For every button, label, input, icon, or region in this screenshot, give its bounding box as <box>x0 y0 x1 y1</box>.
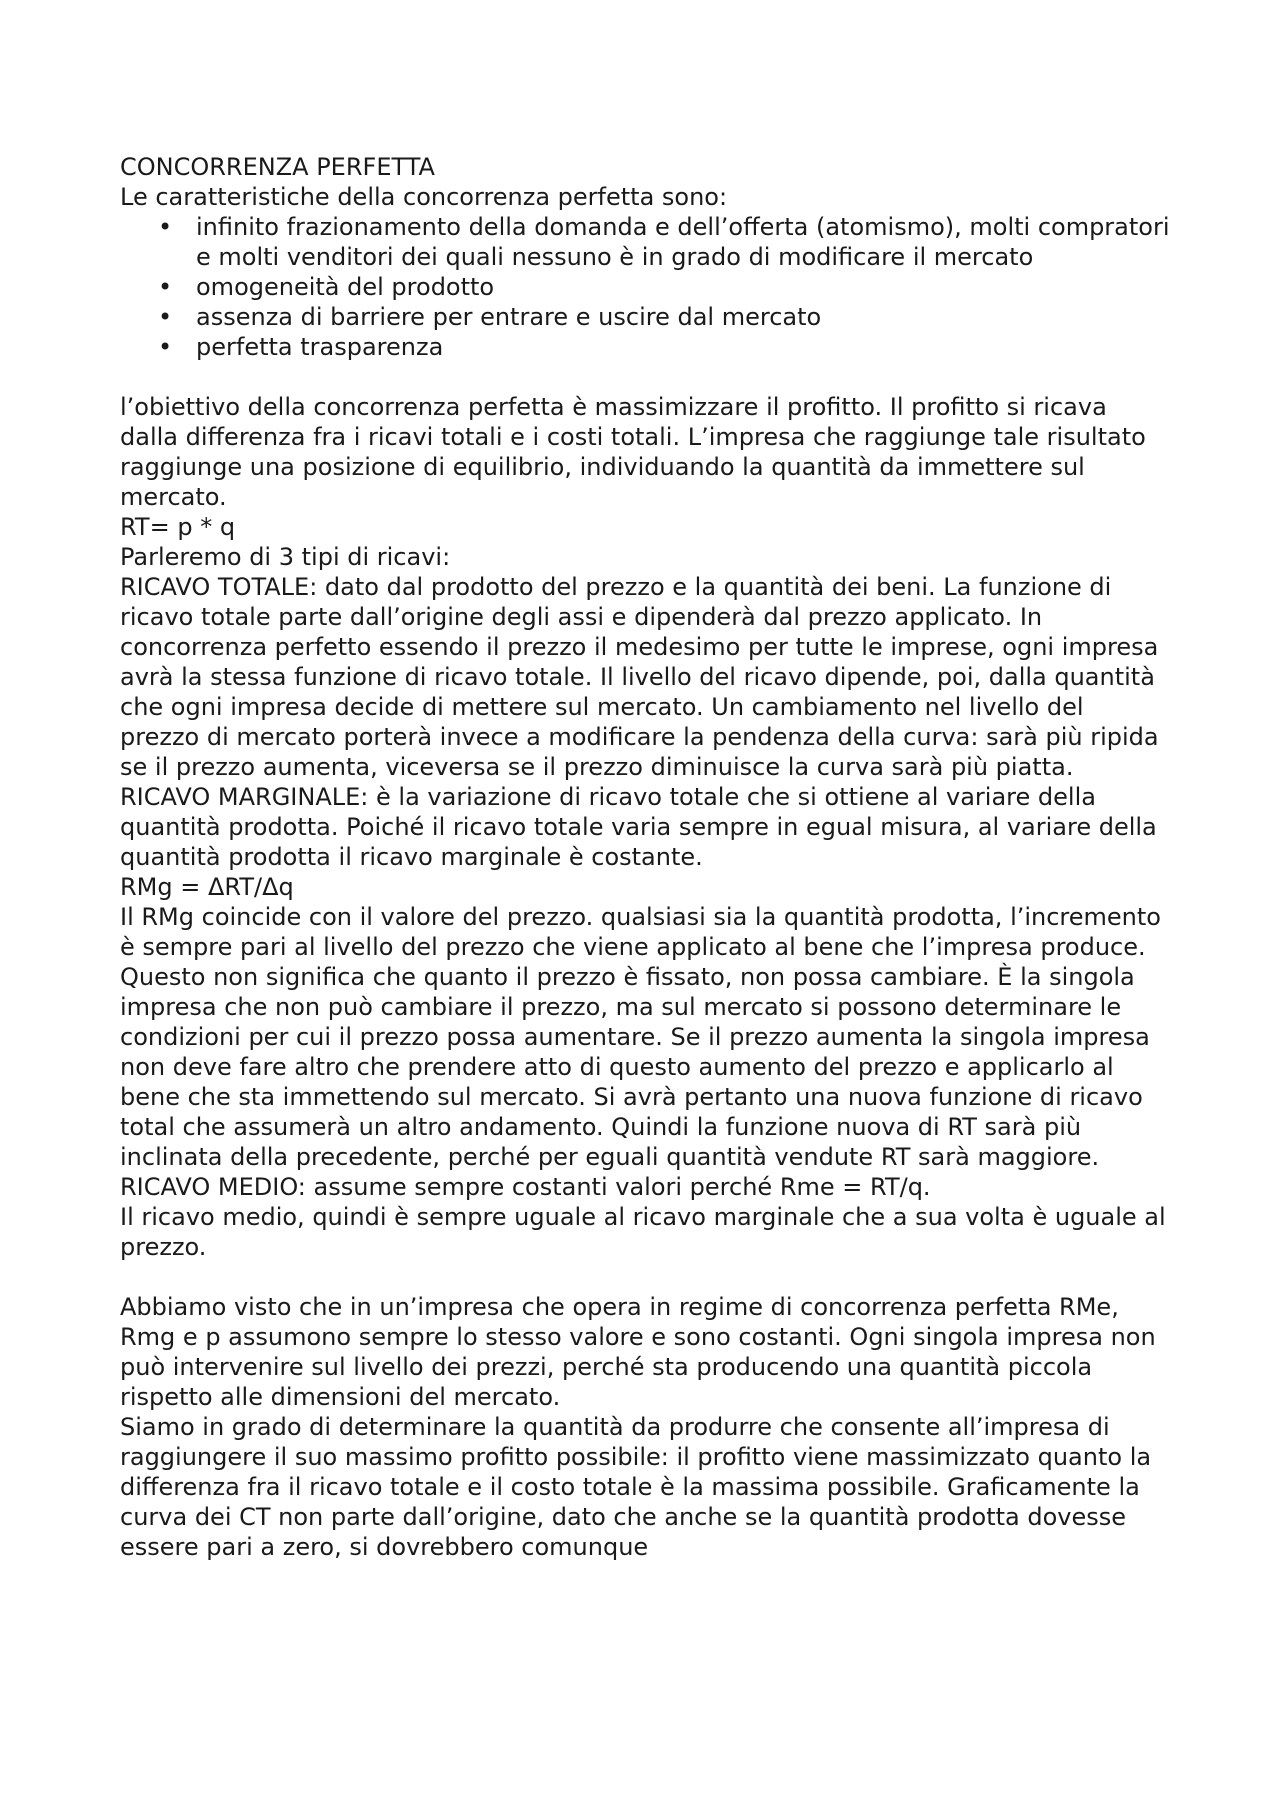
document-title: CONCORRENZA PERFETTA <box>120 153 435 181</box>
list-item <box>158 302 1170 332</box>
list-item-text: assenza di barriere per entrare e uscire dal mercato <box>196 303 822 331</box>
paragraph-revenue-types: Parleremo di 3 tipi di ricavi: <box>120 543 451 571</box>
paragraph-summary: Abbiamo visto che in un’impresa che opera in regime di concorrenza perfetta RMe, Rmg e p assumono sempre lo stesso valore e sono costanti. Ogni singola impresa non può intervenire sul livello dei prezzi, perché sta producendo una quantità piccola rispetto alle dimensioni del mercato. <box>120 1293 1156 1411</box>
formula-rmg: RMg = ΔRT/Δq <box>120 873 294 901</box>
paragraph-objective: l’obiettivo della concorrenza perfetta è massimizzare il profitto. Il profitto si ricava dalla differenza fra i ricavi totali e i costi totali. L’impresa che raggiunge tale risultato raggiunge una posizione di equilibrio, individuando la quantità da immettere sul mercato. <box>120 393 1146 511</box>
document-page <box>120 152 1170 1562</box>
intro-text: Le caratteristiche della concorrenza perfetta sono: <box>120 183 728 211</box>
blank-line <box>120 362 1170 392</box>
bullet-icon: • <box>158 303 173 331</box>
list-item-text: infinito frazionamento della domanda e dell’offerta (atomismo), molti compratori e molti venditori dei quali nessuno è in grado di modificare il mercato <box>196 213 1170 271</box>
list-item <box>158 272 1170 302</box>
bullet-icon: • <box>158 273 173 301</box>
paragraph-average-equals: Il ricavo medio, quindi è sempre uguale al ricavo marginale che a sua volta è uguale al prezzo. <box>120 1203 1166 1261</box>
paragraph-price-change: Questo non significa che quanto il prezzo è fissato, non possa cambiare. È la singola impresa che non può cambiare il prezzo, ma sul mercato si possono determinare le condizioni per cui il prezzo possa aumentare. Se il prezzo aumenta la singola impresa non deve fare altro che prendere atto di questo aumento del prezzo e applicarlo al bene che sta immettendo sul mercato. Si avrà pertanto una nuova funzione di ricavo total che assumerà un altro andamento. Quindi la funzione nuova di RT sarà più inclinata della precedente, perché per eguali quantità vendute RT sarà maggiore. <box>120 963 1150 1171</box>
list-item <box>158 332 1170 362</box>
paragraph-max-profit: Siamo in grado di determinare la quantità da produrre che consente all’impresa di raggiungere il suo massimo profitto possibile: il profitto viene massimizzato quanto la differenza fra il ricavo totale e il costo totale è la massima possibile. Graficamente la curva dei CT non parte dall’origine, dato che anche se la quantità prodotta dovesse essere pari a zero, si dovrebbero comunque <box>120 1413 1152 1561</box>
bullet-icon: • <box>158 333 173 361</box>
characteristics-list <box>120 212 1170 362</box>
paragraph-marginal-revenue: RICAVO MARGINALE: è la variazione di ricavo totale che si ottiene al variare della quantità prodotta. Poiché il ricavo totale varia sempre in egual misura, al variare della quantità prodotta il ricavo marginale è costante. <box>120 783 1157 871</box>
paragraph-rmg-price: Il RMg coincide con il valore del prezzo. qualsiasi sia la quantità prodotta, l’incremento è sempre pari al livello del prezzo che viene applicato al bene che l’impresa produce. <box>120 903 1161 961</box>
formula-rt: RT= p * q <box>120 513 236 541</box>
list-item-text: perfetta trasparenza <box>196 333 444 361</box>
paragraph-average-revenue: RICAVO MEDIO: assume sempre costanti valori perché Rme = RT/q. <box>120 1173 931 1201</box>
paragraph-total-revenue: RICAVO TOTALE: dato dal prodotto del prezzo e la quantità dei beni. La funzione di ricavo totale parte dall’origine degli assi e dipenderà dal prezzo applicato. In concorrenza perfetto essendo il prezzo il medesimo per tutte le imprese, ogni impresa avrà la stessa funzione di ricavo totale. Il livello del ricavo dipende, poi, dalla quantità che ogni impresa decide di mettere sul mercato. Un cambiamento nel livello del prezzo di mercato porterà invece a modificare la pendenza della curva: sarà più ripida se il prezzo aumenta, viceversa se il prezzo diminuisce la curva sarà più piatta. <box>120 573 1159 781</box>
list-item-text: omogeneità del prodotto <box>196 273 495 301</box>
bullet-icon: • <box>158 213 173 241</box>
list-item <box>158 212 1170 272</box>
blank-line <box>120 1262 1170 1292</box>
